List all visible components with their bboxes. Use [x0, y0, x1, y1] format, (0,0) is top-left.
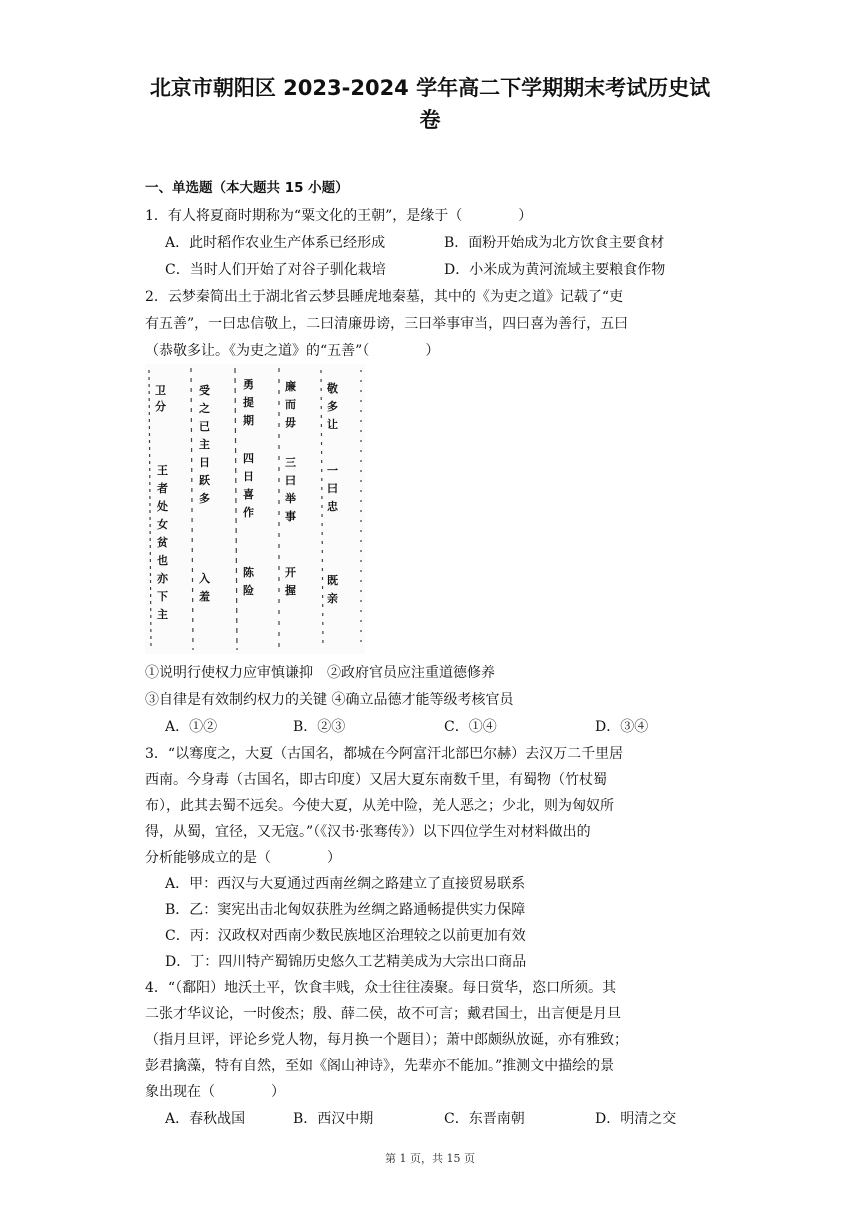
svg-text:卫: 卫: [155, 384, 166, 397]
svg-text:多: 多: [327, 400, 338, 413]
q3-stem-line5: 分析能够成立的是（ ）: [145, 850, 341, 866]
svg-text:毋: 毋: [285, 416, 296, 429]
svg-text:也: 也: [157, 554, 168, 567]
svg-text:举: 举: [285, 492, 296, 505]
svg-text:期: 期: [243, 414, 254, 427]
svg-text:让: 让: [327, 418, 338, 431]
q4-stem-line2: 二张才华议论，一时俊杰；殷、薛二侯，故不可言；戴君国士，出言便是月旦: [145, 1006, 621, 1022]
section-heading: 一、单选题（本大题共 15 小题）: [145, 180, 349, 196]
svg-text:下: 下: [157, 590, 168, 603]
q2-stem-line1: 2．云梦秦简出土于湖北省云梦县睡虎地秦墓，其中的《为吏之道》记载了“吏: [145, 289, 624, 305]
q2-option-c: C．①④: [444, 719, 497, 735]
q3-option-a: A．甲：西汉与大夏通过西南丝绸之路建立了直接贸易联系: [165, 876, 526, 892]
q3-option-d: D．丁：四川特产蜀锦历史悠久工艺精美成为大宗出口商品: [165, 954, 527, 970]
q2-statements-1: ①说明行使权力应审慎谦抑 ②政府官员应注重道德修养: [145, 665, 495, 681]
svg-text:已: 已: [199, 420, 210, 433]
q4-option-c: C．东晋南朝: [444, 1111, 525, 1127]
svg-text:握: 握: [285, 584, 296, 597]
svg-text:主: 主: [157, 608, 168, 621]
q3-stem-line4: 得，从蜀，宜径，又无寇。”（《汉书·张骞传》）以下四位学生对材料做出的: [145, 824, 591, 840]
svg-text:者: 者: [157, 482, 168, 495]
q2-stem-line3: （恭敬多让。《为吏之道》的“五善”（ ）: [145, 343, 440, 359]
svg-text:作: 作: [243, 506, 254, 519]
svg-text:敬: 敬: [327, 382, 338, 395]
q3-option-c: C．丙：汉政权对西南少数民族地区治理较之以前更加有效: [165, 928, 526, 944]
svg-text:跃: 跃: [199, 474, 210, 487]
q1-option-d: D．小米成为黄河流域主要粮食作物: [444, 262, 666, 278]
svg-text:勇: 勇: [243, 378, 254, 391]
q1-option-a: A．此时稻作农业生产体系已经形成: [165, 235, 386, 251]
svg-text:提: 提: [243, 396, 254, 409]
svg-text:陈: 陈: [243, 566, 254, 579]
svg-text:曰: 曰: [285, 474, 296, 487]
q1-option-c: C．当时人们开始了对谷子驯化栽培: [165, 262, 386, 278]
svg-text:王: 王: [157, 464, 168, 477]
svg-text:女: 女: [157, 518, 168, 531]
q4-option-a: A．春秋战国: [165, 1111, 246, 1127]
svg-text:一: 一: [327, 464, 338, 477]
q2-stem-line2: 有五善”，一曰忠信敬上，二曰清廉毋谤，三曰举事审当，四曰喜为善行，五曰: [145, 316, 629, 332]
svg-text:曰: 曰: [327, 482, 338, 495]
page-title-line2: 卷: [419, 108, 441, 132]
svg-text:开: 开: [285, 566, 296, 579]
svg-text:多: 多: [199, 492, 210, 505]
svg-text:亲: 亲: [327, 592, 338, 605]
q4-stem-line5: 象出现在（ ）: [145, 1084, 285, 1100]
q4-stem-line4: 彭君擒藻，特有自然，至如《阁山神诗》，先辈亦不能加。”推测文中描绘的景: [145, 1058, 615, 1074]
q4-stem-line1: 4．“（鄱阳）地沃土平，饮食丰贱，众士往往凑聚。每日赏华，恣口所须。其: [145, 980, 617, 996]
svg-text:事: 事: [285, 510, 296, 523]
page-title-line1: 北京市朝阳区 2023-2024 学年高二下学期期末考试历史试: [149, 76, 711, 100]
svg-text:之: 之: [199, 402, 210, 415]
page-footer: 第 1 页，共 15 页: [385, 1152, 475, 1165]
svg-text:贫: 贫: [157, 536, 168, 549]
svg-text:忠: 忠: [327, 500, 338, 513]
svg-text:廉: 廉: [285, 380, 296, 393]
svg-text:亦: 亦: [157, 572, 168, 585]
svg-text:受: 受: [199, 384, 210, 397]
svg-text:喜: 喜: [243, 488, 254, 501]
svg-text:入: 入: [199, 572, 210, 585]
q2-option-a: A．①②: [165, 719, 218, 735]
svg-text:四: 四: [243, 452, 254, 465]
q3-option-b: B．乙：窦宪出击北匈奴获胜为丝绸之路通畅提供实力保障: [165, 902, 526, 918]
svg-text:既: 既: [327, 574, 338, 587]
svg-text:险: 险: [243, 584, 254, 597]
svg-text:日: 日: [243, 470, 254, 483]
q1-stem: 1．有人将夏商时期称为“粟文化的王朝”，是缘于（ ）: [145, 208, 533, 224]
page-title: [120, 72, 740, 136]
q2-option-d: D．③④: [595, 719, 649, 735]
q1-option-b: B．面粉开始成为北方饮食主要食材: [444, 235, 665, 251]
q3-stem-line3: 布），此其去蜀不远矣。今使大夏，从羌中险，羌人恶之；少北，则为匈奴所: [145, 798, 614, 814]
q2-option-b: B．②③: [293, 719, 346, 735]
q4-option-b: B．西汉中期: [293, 1111, 374, 1127]
q3-stem-line2: 西南。今身毒（古国名，即古印度）又居大夏东南数千里，有蜀物（竹杖蜀: [145, 772, 607, 788]
bamboo-slips-image: [145, 364, 365, 654]
svg-text:主: 主: [199, 438, 210, 451]
svg-text:三: 三: [285, 456, 296, 469]
svg-text:而: 而: [285, 398, 296, 411]
q3-stem-line1: 3．“以骞度之，大夏（古国名，都城在今阿富汗北部巴尔赫）去汉万二千里居: [145, 746, 624, 762]
svg-text:处: 处: [157, 500, 168, 513]
q4-stem-line3: （指月旦评，评论乡党人物，每月换一个题目）；萧中郎颇纵放诞，亦有雅致；: [145, 1032, 628, 1048]
q4-option-d: D．明清之交: [595, 1111, 677, 1127]
svg-text:分: 分: [155, 400, 166, 413]
svg-text:日: 日: [199, 456, 210, 469]
q2-statements-2: ③自律是有效制约权力的关键 ④确立品德才能等级考核官员: [145, 692, 514, 708]
svg-text:羞: 羞: [199, 590, 210, 603]
